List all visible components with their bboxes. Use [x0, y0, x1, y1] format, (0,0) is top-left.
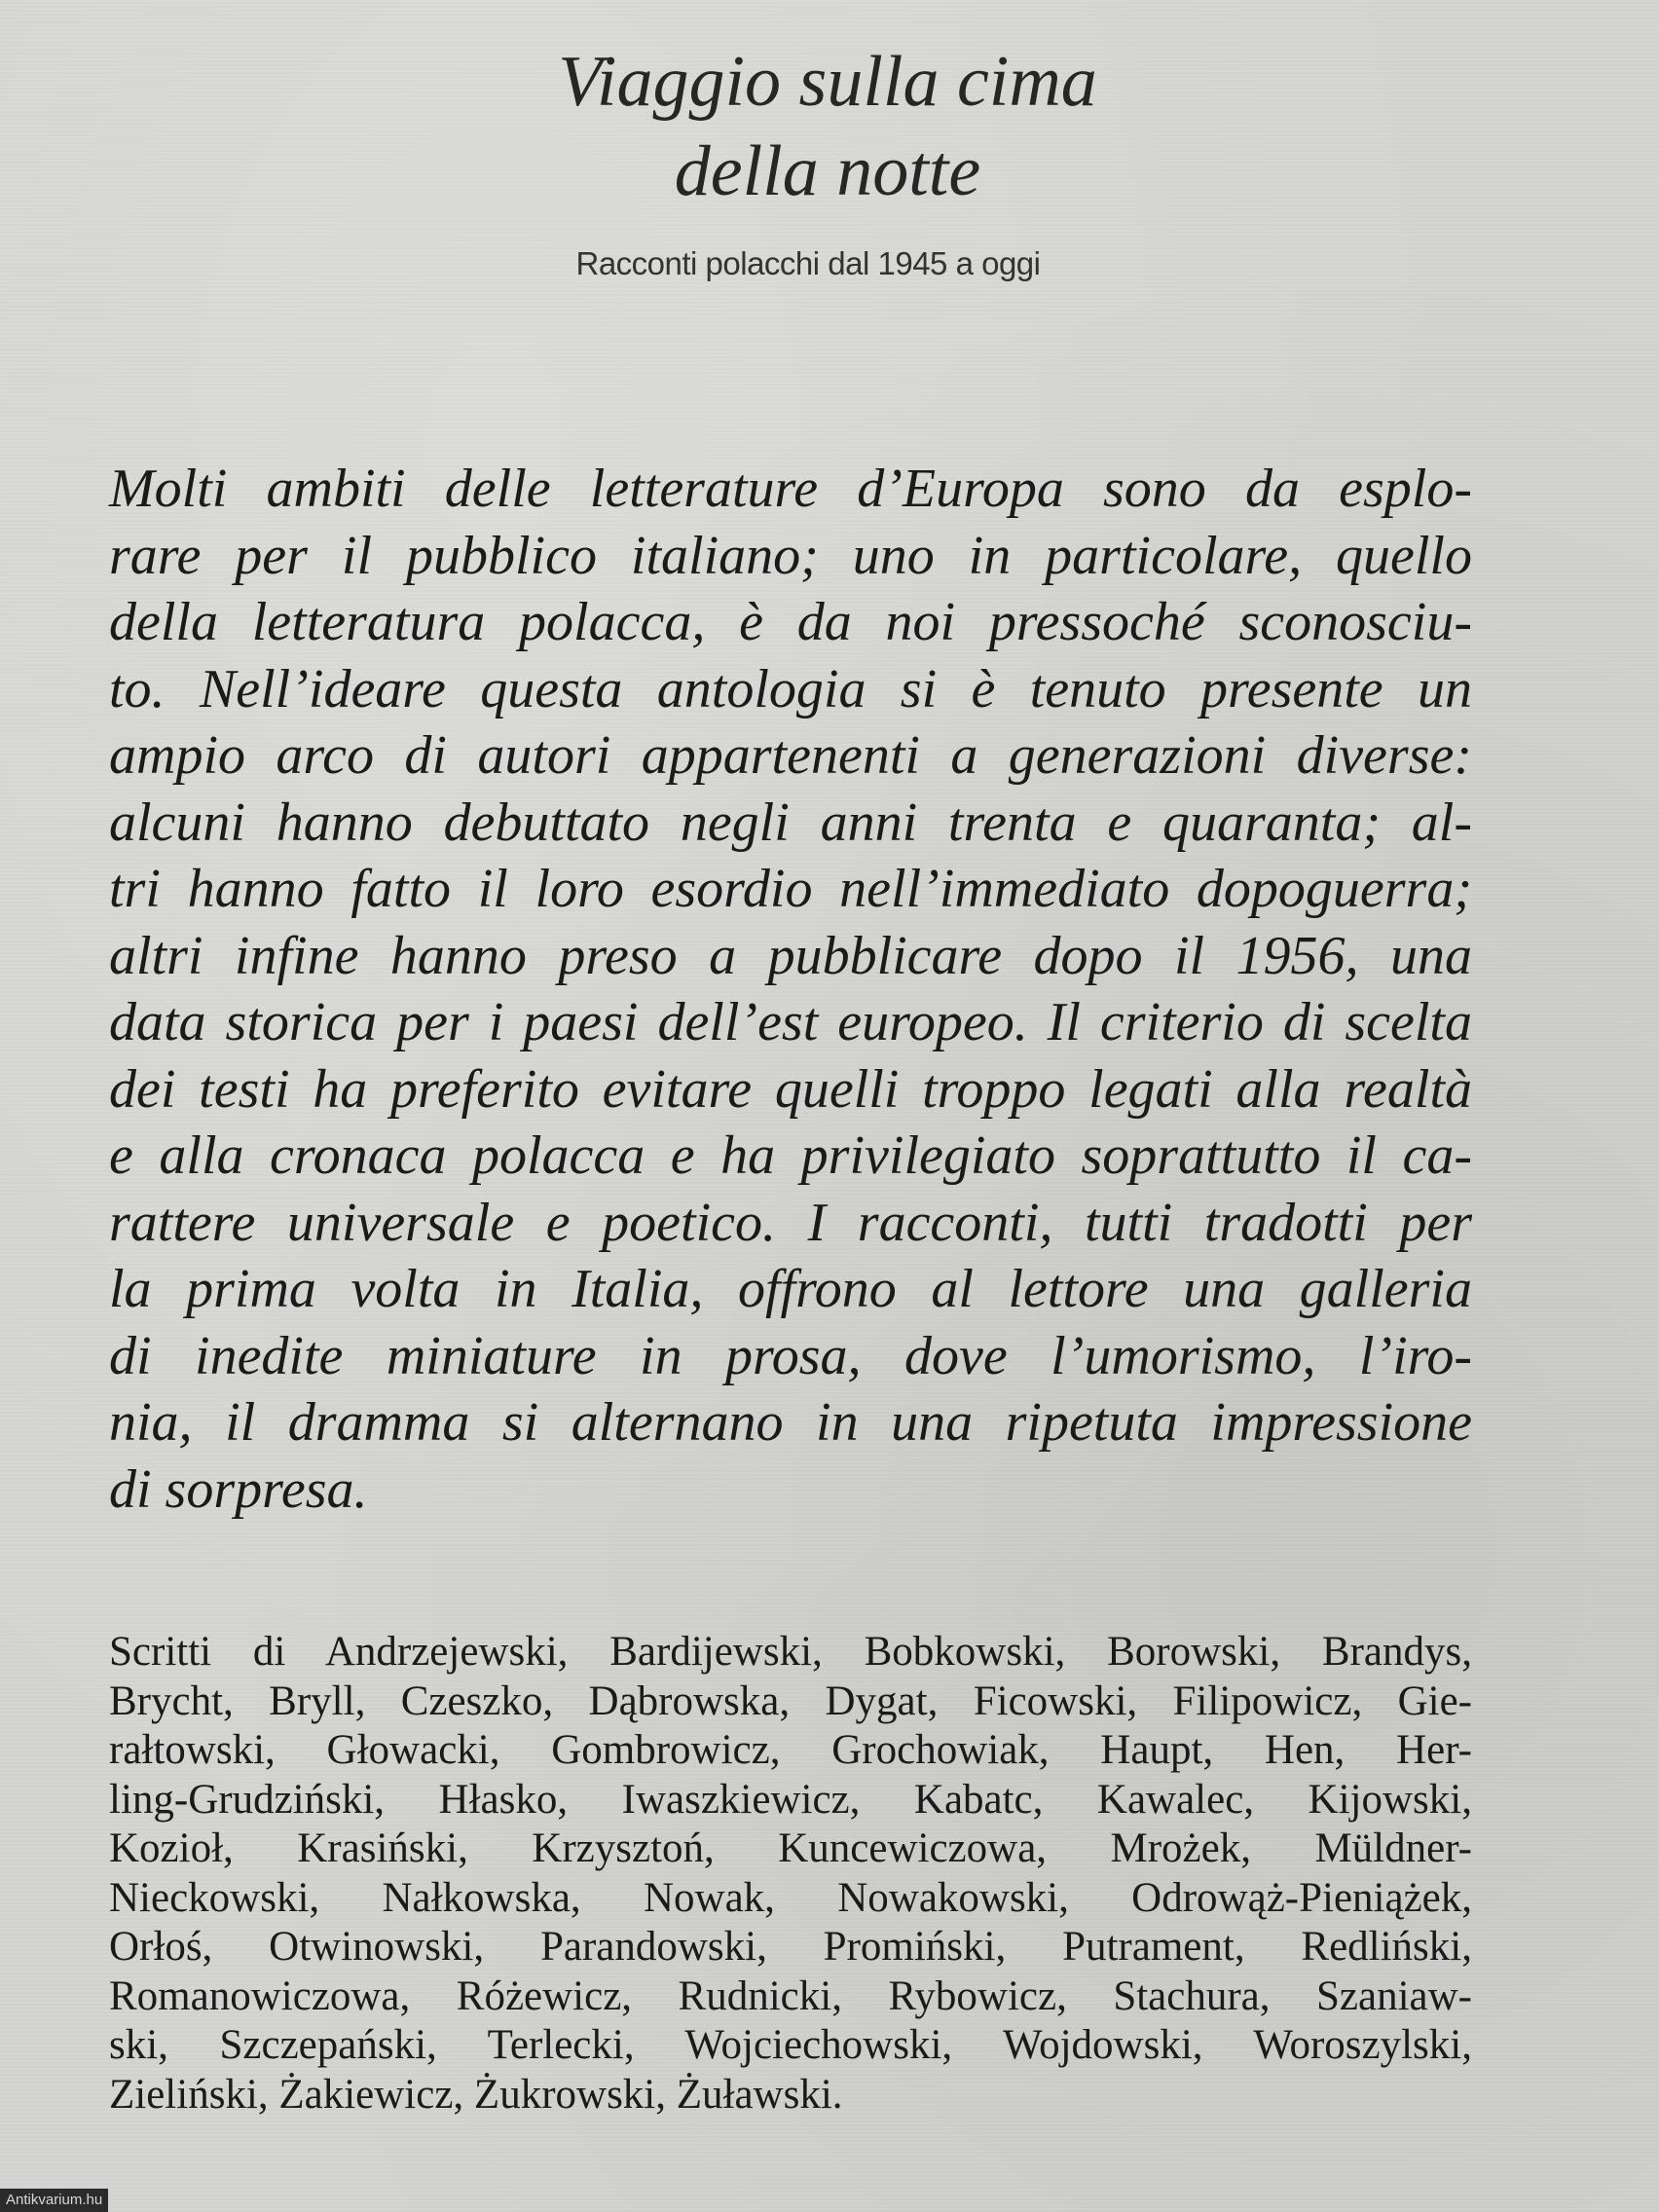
- blurb-line: rare per il pubblico italiano; uno in particolare, quello: [109, 525, 1472, 586]
- blurb-line: e alla cronaca polacca e ha privilegiato soprattutto il ca-: [109, 1125, 1472, 1186]
- authors-line: ling-Grudziński, Hłasko, Iwaszkiewicz, Kabatc, Kawalec, Kijowski,: [109, 1776, 1472, 1823]
- blurb-line: to. Nell’ideare questa antologia si è tenuto presente un: [109, 658, 1472, 719]
- book-title-line-1: Viaggio sulla cima: [558, 42, 1097, 122]
- authors-line: ski, Szczepański, Terlecki, Wojciechowski, Wojdowski, Woroszylski,: [109, 2022, 1472, 2068]
- authors-line: rałtowski, Głowacki, Gombrowicz, Grochowiak, Haupt, Hen, Her-: [109, 1727, 1472, 1773]
- blurb-line: nia, il dramma si alternano in una ripetuta impressione: [109, 1392, 1472, 1453]
- blurb-line: Molti ambiti delle letterature d’Europa sono da esplo-: [109, 459, 1472, 519]
- authors-line: Brycht, Bryll, Czeszko, Dąbrowska, Dygat, Ficowski, Filipowicz, Gie-: [109, 1677, 1472, 1724]
- blurb-line: rattere universale e poetico. I racconti, tutti tradotti per: [109, 1192, 1472, 1253]
- authors-list: [109, 1628, 1472, 2120]
- book-title: [526, 37, 1129, 216]
- authors-line: Romanowiczowa, Różewicz, Rudnicki, Rybowicz, Stachura, Szaniaw-: [109, 1972, 1472, 2019]
- book-subtitle: Racconti polacchi dal 1945 a oggi: [575, 245, 1041, 281]
- blurb-line: di inedite miniature in prosa, dove l’umorismo, l’iro-: [109, 1325, 1472, 1386]
- authors-line: Kozioł, Krasiński, Krzysztoń, Kuncewiczowa, Mrożek, Müldner-: [109, 1825, 1472, 1871]
- blurb-line: data storica per i paesi dell’est europeo. Il criterio di scelta: [109, 992, 1472, 1052]
- blurb-line: altri infine hanno preso a pubblicare dopo il 1956, una: [109, 925, 1472, 986]
- authors-line: Nieckowski, Nałkowska, Nowak, Nowakowski, Odrowąż-Pieniążek,: [109, 1874, 1472, 1921]
- blurb-line: tri hanno fatto il loro esordio nell’immediato dopoguerra;: [109, 859, 1472, 919]
- blurb-line: la prima volta in Italia, offrono al lettore una galleria: [109, 1259, 1472, 1319]
- book-title-line-2: della notte: [674, 131, 981, 211]
- authors-line: Scritti di Andrzejewski, Bardijewski, Bobkowski, Borowski, Brandys,: [109, 1629, 1472, 1675]
- blurb-paragraph: [109, 456, 1472, 1523]
- authors-line: Orłoś, Otwinowski, Parandowski, Promiński, Putrament, Redliński,: [109, 1924, 1472, 1970]
- blurb-line: alcuni hanno debuttato negli anni trenta e quaranta; al-: [109, 792, 1472, 853]
- authors-line: Zieliński, Żakiewicz, Żukrowski, Żuławski.: [109, 2071, 843, 2118]
- blurb-line: della letteratura polacca, è da noi pressoché sconosciu-: [109, 592, 1472, 652]
- blurb-line: ampio arco di autori appartenenti a generazioni diverse:: [109, 725, 1472, 786]
- blurb-line: di sorpresa.: [109, 1458, 368, 1520]
- blurb-line: dei testi ha preferito evitare quelli troppo legati alla realtà: [109, 1058, 1472, 1120]
- watermark: Antikvarium.hu: [0, 2189, 108, 2212]
